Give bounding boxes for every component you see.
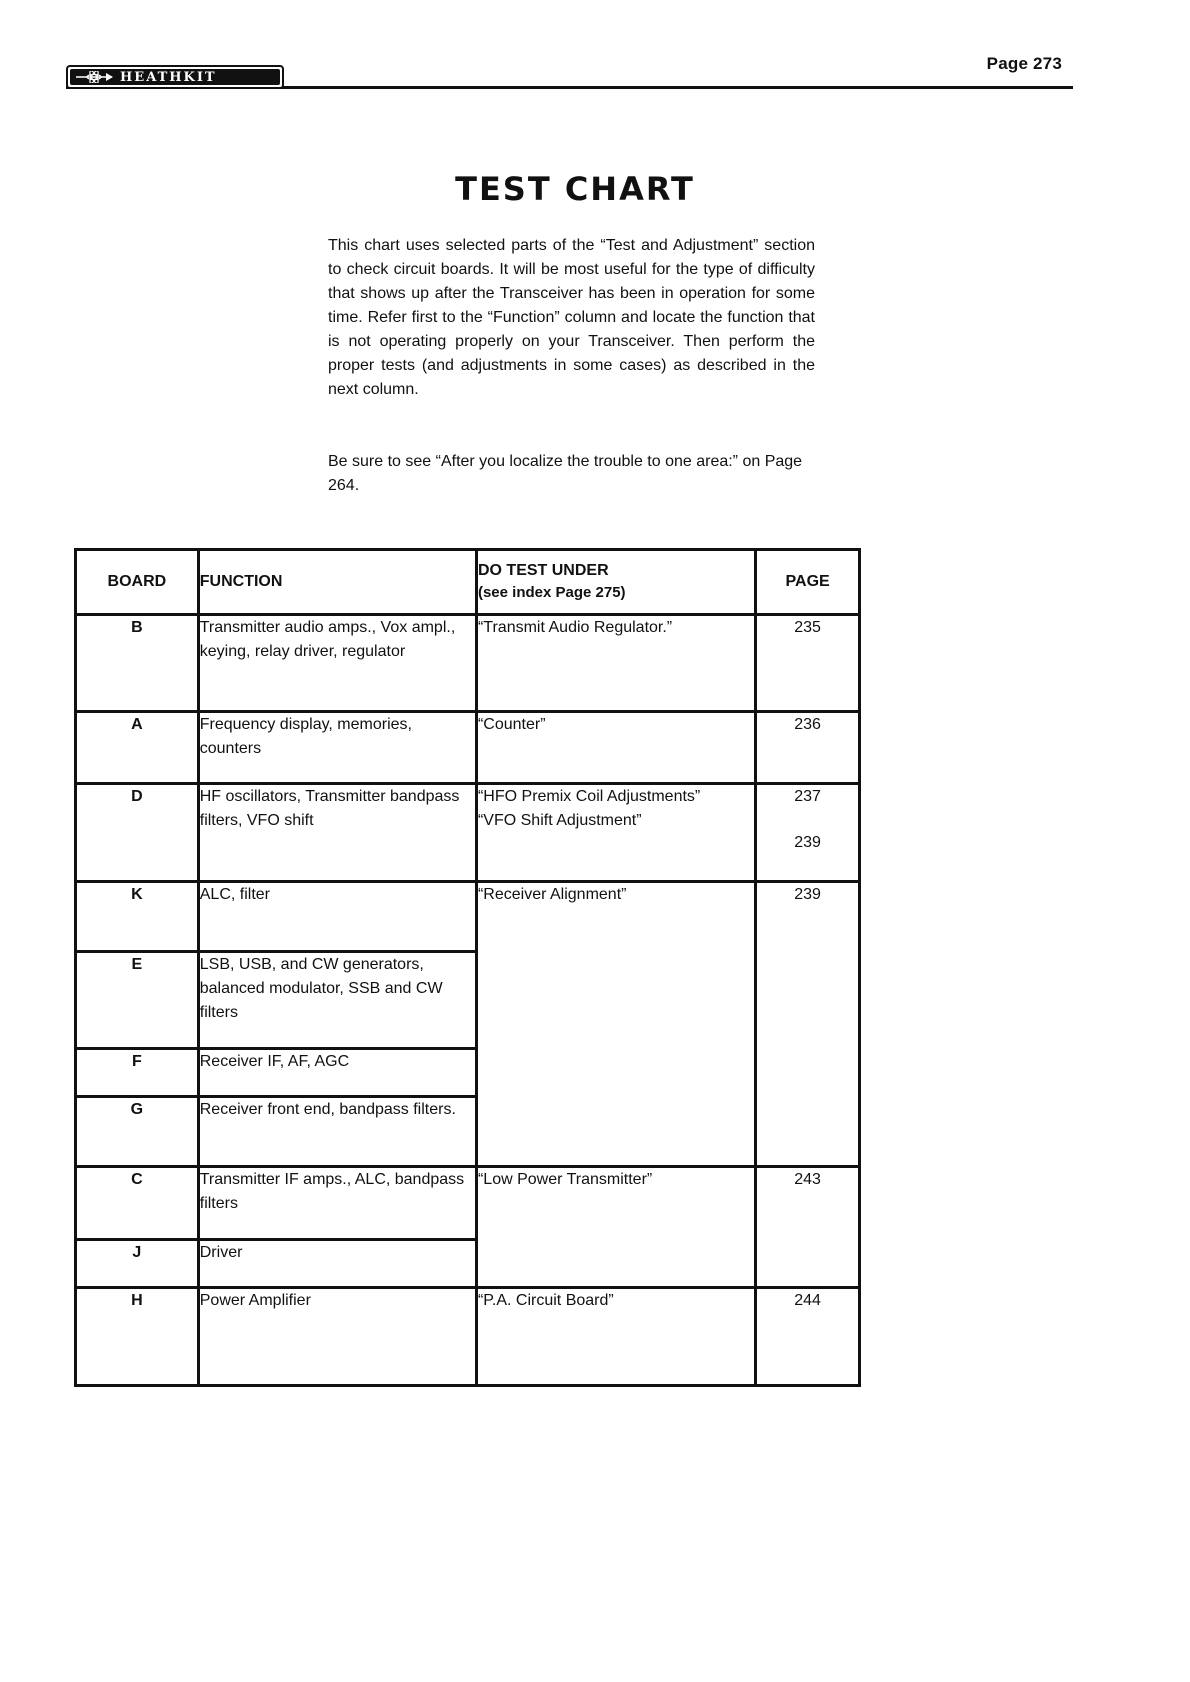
brand-name: HEATHKIT — [120, 69, 217, 85]
page-spacer — [757, 809, 858, 831]
function-cell: Power Amplifier — [198, 1288, 476, 1386]
function-cell: Driver — [198, 1240, 476, 1288]
table-row — [76, 615, 860, 712]
board-cell: D — [76, 784, 199, 882]
board-cell: A — [76, 712, 199, 784]
test-cell-receiver-alignment: “Receiver Alignment” — [476, 882, 755, 1167]
board-cell: H — [76, 1288, 199, 1386]
header-test-label: DO TEST UNDER — [477, 562, 609, 579]
function-cell: Receiver front end, bandpass filters. — [198, 1097, 476, 1167]
function-cell: Frequency display, memories, counters — [198, 712, 476, 784]
test-hfo-premix: “HFO Premix Coil Adjustments” — [477, 788, 701, 805]
header-board: BOARD — [76, 550, 199, 615]
table-header-row — [76, 550, 860, 615]
board-cell: J — [76, 1240, 199, 1288]
board-cell: B — [76, 615, 199, 712]
test-cell: “P.A. Circuit Board” — [476, 1288, 755, 1386]
page-cell-receiver-alignment: 239 — [756, 882, 860, 1167]
intro-paragraph: This chart uses selected parts of the “Test and Adjustment” section to check circuit boards. It will be most useful for the type of difficulty that shows up after the Transceiver has been in operation for some time. Refer first to the “Function” column and locate the function that is not operating properly on your Transceiver. Then perform the proper tests (and adjustments in some cases) as described in the next column. — [328, 237, 815, 398]
table-row — [76, 882, 860, 952]
table-row — [76, 1167, 860, 1240]
board-cell: K — [76, 882, 199, 952]
page-cell-low-power-transmitter: 243 — [756, 1167, 860, 1288]
table-row — [76, 784, 860, 882]
test-vfo-shift: “VFO Shift Adjustment” — [477, 812, 642, 829]
heathkit-logo — [66, 65, 284, 89]
page-cell: 236 — [756, 712, 860, 784]
page-vfo-shift: 239 — [794, 834, 821, 851]
function-cell: Receiver IF, AF, AGC — [198, 1049, 476, 1097]
header-function: FUNCTION — [198, 550, 476, 615]
test-chart-table — [74, 548, 861, 1387]
header-test — [476, 550, 755, 615]
table-row — [76, 1288, 860, 1386]
test-cell — [476, 784, 755, 882]
board-cell: E — [76, 952, 199, 1049]
test-cell-low-power-transmitter: “Low Power Transmitter” — [476, 1167, 755, 1288]
test-cell: “Counter” — [476, 712, 755, 784]
function-cell: ALC, filter — [198, 882, 476, 952]
function-cell: Transmitter audio amps., Vox ampl., keying, relay driver, regulator — [198, 615, 476, 712]
function-cell: Transmitter IF amps., ALC, bandpass filters — [198, 1167, 476, 1240]
page-cell: 244 — [756, 1288, 860, 1386]
page-cell — [756, 784, 860, 882]
page-cell: 235 — [756, 615, 860, 712]
function-cell: LSB, USB, and CW generators, balanced modulator, SSB and CW filters — [198, 952, 476, 1049]
header-test-sub: (see index Page 275) — [477, 584, 626, 601]
table-row — [76, 712, 860, 784]
function-cell: HF oscillators, Transmitter bandpass filters, VFO shift — [198, 784, 476, 882]
test-cell: “Transmit Audio Regulator.” — [476, 615, 755, 712]
page-title: TEST CHART — [455, 170, 695, 208]
header-page: PAGE — [756, 550, 860, 615]
page-number: Page 273 — [986, 54, 1062, 73]
board-cell: G — [76, 1097, 199, 1167]
board-cell: F — [76, 1049, 199, 1097]
note-paragraph: Be sure to see “After you localize the trouble to one area:” on Page 264. — [328, 453, 803, 494]
board-cell: C — [76, 1167, 199, 1240]
atom-arrow-icon — [76, 71, 114, 83]
page-hfo-premix: 237 — [794, 788, 821, 805]
